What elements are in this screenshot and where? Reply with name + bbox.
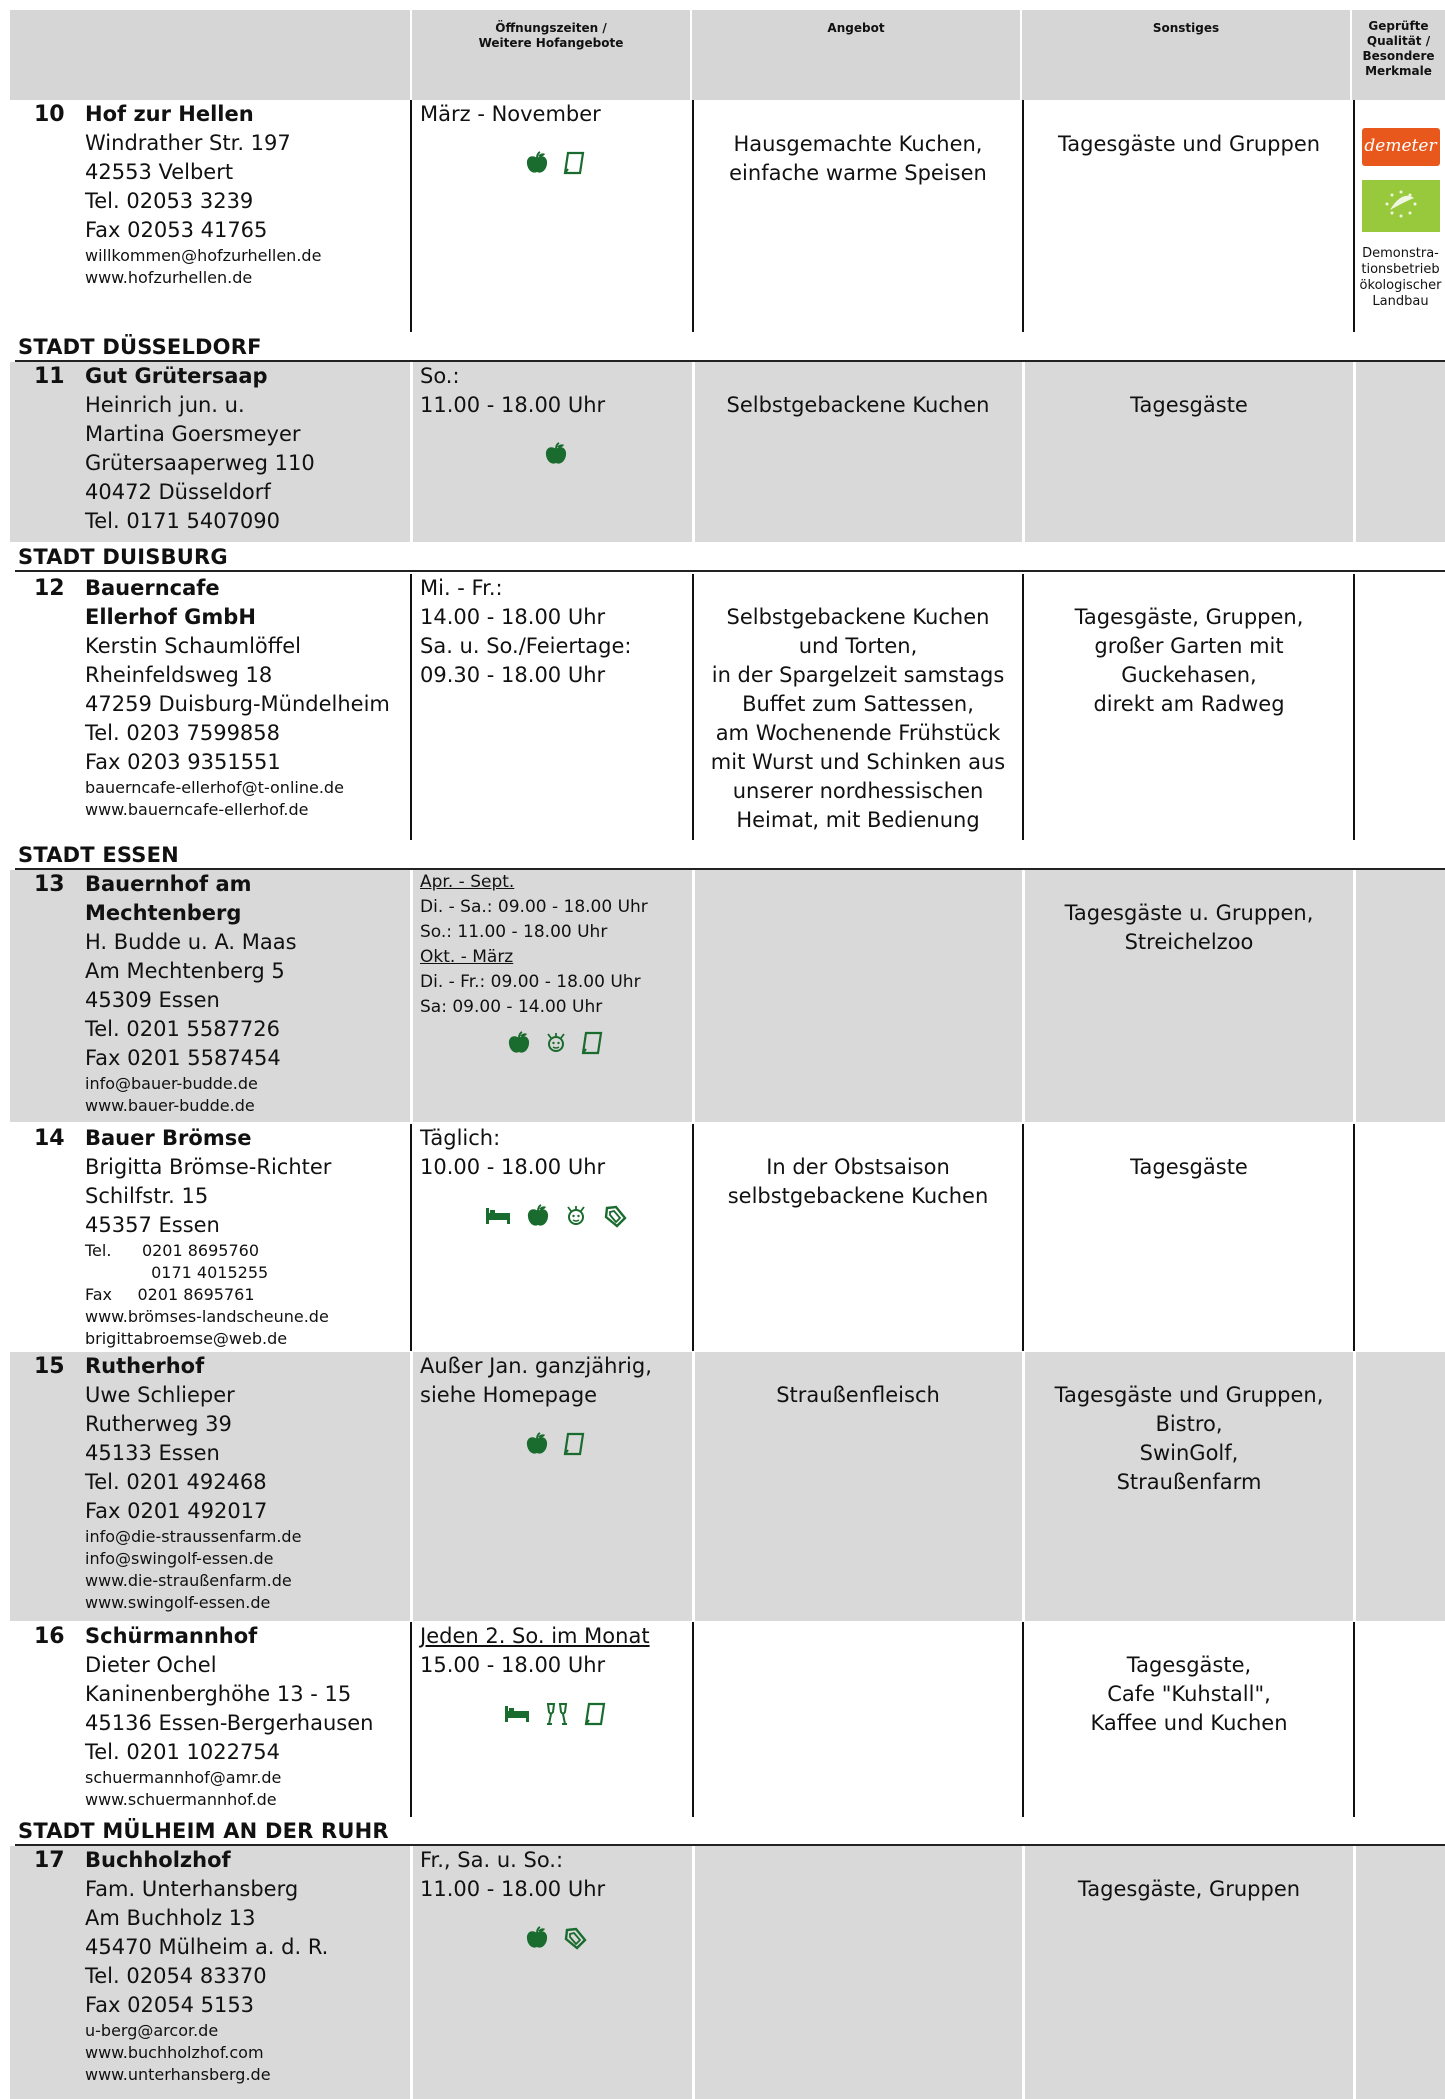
- apple-icon: [525, 1926, 549, 1950]
- entry-address: [85, 1352, 415, 1614]
- misc-line: Tagesgäste,: [1126, 1653, 1252, 1677]
- column-divider: [1022, 1622, 1024, 1817]
- fax-line: Fax 02054 5153: [85, 1993, 255, 2017]
- entry-address: [85, 574, 415, 821]
- entry-name: Bauernhof am: [85, 872, 252, 896]
- opening-line: 11.00 - 18.00 Uhr: [420, 1877, 606, 1901]
- email-link[interactable]: schuermannhof@amr.de: [85, 1768, 282, 1787]
- entry-address: [85, 1846, 415, 2086]
- entry-misc: [1025, 603, 1353, 719]
- table-row: [10, 1352, 1445, 1621]
- address-line: Martina Goersmeyer: [85, 422, 301, 446]
- child-icon: [544, 1031, 568, 1055]
- address-line: 45309 Essen: [85, 988, 220, 1012]
- offer-line: einfache warme Speisen: [729, 161, 987, 185]
- misc-line: Tagesgäste: [1130, 1155, 1248, 1179]
- offer-line: Heimat, mit Bedienung: [736, 808, 980, 832]
- address-line: Heinrich jun. u.: [85, 393, 245, 417]
- address-line: Brigitta Brömse-Richter: [85, 1155, 332, 1179]
- fax-line: Fax 02053 41765: [85, 218, 268, 242]
- address-line: Schilfstr. 15: [85, 1184, 209, 1208]
- header-cell-offer: Angebot: [690, 10, 1020, 100]
- column-divider: [410, 362, 413, 542]
- offer-icons: [420, 1922, 692, 1952]
- header-cell-address: [10, 10, 410, 100]
- book-icon: [563, 151, 587, 175]
- entry-opening-hours: [420, 1622, 692, 1728]
- entry-name: Gut Grütersaap: [85, 364, 268, 388]
- opening-line: Sa: 09.00 - 14.00 Uhr: [420, 997, 603, 1017]
- child-icon: [564, 1204, 588, 1228]
- book-icon: [581, 1031, 605, 1055]
- address-line: Grütersaaperweg 110: [85, 451, 315, 475]
- website-link[interactable]: www.brömses-landscheune.de: [85, 1307, 329, 1326]
- misc-line: Tagesgäste, Gruppen: [1077, 1877, 1301, 1901]
- misc-line: Guckehasen,: [1121, 663, 1257, 687]
- entry-name: Buchholzhof: [85, 1848, 231, 1872]
- fax-line: Fax 0201 5587454: [85, 1046, 281, 1070]
- season-label: Okt. - März: [420, 947, 514, 967]
- phone-line: Tel. 0201 5587726: [85, 1017, 281, 1041]
- misc-line: direkt am Radweg: [1093, 692, 1285, 716]
- column-divider: [1353, 362, 1356, 542]
- offer-icons: [420, 438, 692, 468]
- entry-number: 14: [34, 1126, 65, 1151]
- entry-name: Hof zur Hellen: [85, 102, 254, 126]
- offer-icons: [420, 1428, 692, 1458]
- section-heading: STADT DÜSSELDORF: [18, 335, 262, 359]
- entry-number: 16: [34, 1624, 65, 1649]
- phone-line: Tel. 02054 83370: [85, 1964, 267, 1988]
- table-row: [10, 1622, 1445, 1817]
- website-link[interactable]: www.die-straußenfarm.de: [85, 1571, 292, 1590]
- entry-number: 13: [34, 872, 65, 897]
- quality-text: [1356, 246, 1445, 310]
- section-rule: [15, 570, 1445, 572]
- entry-address: [85, 1622, 415, 1811]
- website-link[interactable]: www.schuermannhof.de: [85, 1790, 277, 1809]
- offer-icons: [420, 1200, 692, 1230]
- address-line: Rutherweg 39: [85, 1412, 232, 1436]
- entry-misc: [1025, 1651, 1353, 1738]
- tag-icon: [563, 1926, 587, 1950]
- column-divider: [692, 1622, 694, 1817]
- address-line: 40472 Düsseldorf: [85, 480, 271, 504]
- offer-line: mit Wurst und Schinken aus: [710, 750, 1006, 774]
- misc-line: Tagesgäste und Gruppen,: [1054, 1383, 1324, 1407]
- website-link[interactable]: www.swingolf-essen.de: [85, 1593, 271, 1612]
- website-link[interactable]: www.bauer-budde.de: [85, 1096, 255, 1115]
- entry-offer: [694, 1381, 1022, 1410]
- entry-address: [85, 1124, 415, 1350]
- offer-line: In der Obstsaison: [766, 1155, 950, 1179]
- phone-line: Tel. 0171 5407090: [85, 509, 281, 533]
- address-line: Fam. Unterhansberg: [85, 1877, 299, 1901]
- phone-line: 0171 4015255: [85, 1263, 269, 1282]
- header-cell-quality: [1350, 10, 1445, 100]
- misc-line: SwinGolf,: [1139, 1441, 1239, 1465]
- opening-line: So.:: [420, 364, 460, 388]
- quality-text-line: Landbau: [1372, 294, 1429, 309]
- book-icon: [584, 1702, 608, 1726]
- section-heading: STADT DUISBURG: [18, 545, 228, 569]
- opening-line: siehe Homepage: [420, 1383, 598, 1407]
- column-divider: [410, 1124, 412, 1351]
- entry-address: [85, 870, 415, 1117]
- misc-line: Tagesgäste: [1130, 393, 1248, 417]
- offer-icons: [420, 1028, 692, 1058]
- fax-line: Fax 0201 8695761: [85, 1285, 255, 1304]
- address-line: 47259 Duisburg-Mündelheim: [85, 692, 390, 716]
- bed-icon: [485, 1204, 511, 1228]
- phone-line: Tel. 0201 492468: [85, 1470, 267, 1494]
- phone-line: Tel. 0201 1022754: [85, 1740, 281, 1764]
- misc-line: Tagesgäste, Gruppen,: [1074, 605, 1304, 629]
- column-divider: [1022, 100, 1024, 332]
- column-divider: [410, 574, 412, 840]
- opening-line: Di. - Fr.: 09.00 - 18.00 Uhr: [420, 972, 641, 992]
- apple-icon: [544, 442, 568, 466]
- column-divider: [1353, 1846, 1356, 2099]
- website-link[interactable]: www.bauerncafe-ellerhof.de: [85, 800, 309, 819]
- entry-offer: [694, 130, 1022, 188]
- email-link[interactable]: u-berg@arcor.de: [85, 2021, 219, 2040]
- table-row: [10, 870, 1445, 1122]
- entry-name: Mechtenberg: [85, 901, 242, 925]
- entry-misc: [1025, 391, 1353, 420]
- offer-line: am Wochenende Frühstück: [715, 721, 1001, 745]
- glasses-icon: [545, 1702, 569, 1726]
- offer-line: Straußenfleisch: [776, 1383, 940, 1407]
- website-link[interactable]: www.unterhansberg.de: [85, 2065, 271, 2084]
- table-row: [10, 574, 1445, 840]
- misc-line: Cafe "Kuhstall",: [1107, 1682, 1271, 1706]
- address-line: H. Budde u. A. Maas: [85, 930, 297, 954]
- website-link[interactable]: www.hofzurhellen.de: [85, 268, 253, 287]
- email-link[interactable]: willkommen@hofzurhellen.de: [85, 246, 322, 265]
- opening-line: März - November: [420, 102, 601, 126]
- misc-line: Straußenfarm: [1116, 1470, 1262, 1494]
- address-line: 45470 Mülheim a. d. R.: [85, 1935, 329, 1959]
- header-quality-label-1: Geprüfte: [1368, 19, 1429, 33]
- section-heading: STADT ESSEN: [18, 843, 179, 867]
- entry-number: 10: [34, 102, 65, 127]
- misc-line: großer Garten mit: [1094, 634, 1284, 658]
- offer-line: Buffet zum Sattessen,: [742, 692, 974, 716]
- table-row: [10, 362, 1445, 542]
- misc-line: Tagesgäste u. Gruppen,: [1064, 901, 1314, 925]
- header-cell-misc: Sonstiges: [1020, 10, 1350, 100]
- column-divider: [410, 1622, 412, 1817]
- address-line: 45136 Essen-Bergerhausen: [85, 1711, 374, 1735]
- column-divider: [1353, 574, 1355, 840]
- entry-number: 17: [34, 1848, 65, 1873]
- entry-number: 15: [34, 1354, 65, 1379]
- misc-line: Bistro,: [1155, 1412, 1223, 1436]
- header-quality-label-4: Merkmale: [1365, 64, 1432, 78]
- website-link[interactable]: www.buchholzhof.com: [85, 2043, 264, 2062]
- address-line: 45357 Essen: [85, 1213, 220, 1237]
- header-quality-label-3: Besondere: [1362, 49, 1435, 63]
- entry-misc: [1025, 899, 1353, 957]
- header-quality-label-2: Qualität /: [1366, 34, 1431, 48]
- header-open-label-1: Öffnungszeiten /: [495, 21, 607, 35]
- entry-offer: [694, 1153, 1022, 1211]
- column-divider: [410, 1846, 413, 2099]
- entry-name: Ellerhof GmbH: [85, 605, 256, 629]
- header-cell-opening: [410, 10, 690, 100]
- eu-organic-logo: [1362, 180, 1440, 232]
- table-row: [10, 1846, 1445, 2099]
- email-link[interactable]: info@swingolf-essen.de: [85, 1549, 274, 1568]
- opening-line: Außer Jan. ganzjährig,: [420, 1354, 652, 1378]
- email-link[interactable]: brigittabroemse@web.de: [85, 1329, 288, 1348]
- season-label: Apr. - Sept.: [420, 872, 515, 892]
- apple-icon: [525, 151, 549, 175]
- column-divider: [1353, 1124, 1355, 1351]
- entry-number: 11: [34, 364, 65, 389]
- offer-line: Hausgemachte Kuchen,: [733, 132, 983, 156]
- entry-quality: [1356, 100, 1445, 310]
- opening-line: 09.30 - 18.00 Uhr: [420, 663, 606, 687]
- address-line: 42553 Velbert: [85, 160, 234, 184]
- column-divider: [692, 362, 695, 542]
- opening-line: So.: 11.00 - 18.00 Uhr: [420, 922, 608, 942]
- entry-misc: [1025, 1153, 1353, 1182]
- entry-misc: [1025, 1381, 1353, 1497]
- misc-line: Tagesgäste und Gruppen: [1057, 132, 1321, 156]
- address-line: Kaninenberghöhe 13 - 15: [85, 1682, 352, 1706]
- offer-line: Selbstgebackene Kuchen: [726, 393, 990, 417]
- table-row: [10, 1124, 1445, 1351]
- fax-line: Fax 0201 492017: [85, 1499, 268, 1523]
- opening-line: 10.00 - 18.00 Uhr: [420, 1155, 606, 1179]
- column-divider: [1022, 574, 1024, 840]
- opening-line: Fr., Sa. u. So.:: [420, 1848, 564, 1872]
- address-line: Am Mechtenberg 5: [85, 959, 285, 983]
- opening-line: 11.00 - 18.00 Uhr: [420, 393, 606, 417]
- opening-line: 14.00 - 18.00 Uhr: [420, 605, 606, 629]
- entry-name: Bauerncafe: [85, 576, 220, 600]
- email-link[interactable]: info@bauer-budde.de: [85, 1074, 258, 1093]
- offer-line: selbstgebackene Kuchen: [727, 1184, 989, 1208]
- offer-line: in der Spargelzeit samstags: [711, 663, 1005, 687]
- offer-line: und Torten,: [798, 634, 918, 658]
- section-heading: STADT MÜLHEIM AN DER RUHR: [18, 1819, 389, 1843]
- email-link[interactable]: bauerncafe-ellerhof@t-online.de: [85, 778, 344, 797]
- column-divider: [1353, 870, 1356, 1122]
- address-line: Dieter Ochel: [85, 1653, 217, 1677]
- quality-text-line: ökologischer: [1359, 278, 1442, 293]
- entry-misc: [1025, 1875, 1353, 1904]
- entry-opening-hours: [420, 1846, 692, 1952]
- address-line: Kerstin Schaumlöffel: [85, 634, 301, 658]
- column-divider: [410, 100, 412, 332]
- opening-line: 15.00 - 18.00 Uhr: [420, 1653, 606, 1677]
- entry-opening-hours: [420, 574, 692, 690]
- bed-icon: [504, 1702, 530, 1726]
- opening-line: Di. - Sa.: 09.00 - 18.00 Uhr: [420, 897, 648, 917]
- column-divider: [1022, 362, 1025, 542]
- apple-icon: [525, 1432, 549, 1456]
- tag-icon: [603, 1204, 627, 1228]
- demeter-logo: demeter: [1362, 128, 1440, 166]
- column-divider: [1353, 100, 1355, 332]
- season-label: Jeden 2. So. im Monat: [420, 1624, 650, 1648]
- phone-line: Tel. 02053 3239: [85, 189, 254, 213]
- offer-line: unserer nordhessischen: [732, 779, 984, 803]
- entry-number: 12: [34, 576, 65, 601]
- address-line: Rheinfeldsweg 18: [85, 663, 273, 687]
- opening-line: Mi. - Fr.:: [420, 576, 503, 600]
- entry-opening-hours: [420, 870, 692, 1058]
- quality-text-line: tionsbetrieb: [1361, 262, 1440, 277]
- column-divider: [1353, 1352, 1356, 1621]
- entry-address: [85, 100, 415, 289]
- entry-opening-hours: [420, 1124, 692, 1230]
- offer-icons: [420, 147, 692, 177]
- column-divider: [1353, 1622, 1355, 1817]
- apple-icon: [507, 1031, 531, 1055]
- apple-icon: [526, 1204, 550, 1228]
- column-divider: [1022, 1124, 1024, 1351]
- opening-line: Täglich:: [420, 1126, 501, 1150]
- phone-line: Tel. 0203 7599858: [85, 721, 281, 745]
- offer-icons: [420, 1698, 692, 1728]
- column-divider: [410, 1352, 413, 1621]
- misc-line: Kaffee und Kuchen: [1090, 1711, 1288, 1735]
- misc-line: Streichelzoo: [1124, 930, 1254, 954]
- address-line: Uwe Schlieper: [85, 1383, 235, 1407]
- entry-misc: [1025, 130, 1353, 159]
- phone-line: Tel. 0201 8695760: [85, 1241, 260, 1260]
- address-line: Am Buchholz 13: [85, 1906, 256, 1930]
- address-line: 45133 Essen: [85, 1441, 220, 1465]
- book-icon: [563, 1432, 587, 1456]
- address-line: Windrather Str. 197: [85, 131, 291, 155]
- entry-offer: [694, 603, 1022, 835]
- quality-text-line: Demonstra-: [1362, 246, 1439, 261]
- opening-line: Sa. u. So./Feiertage:: [420, 634, 632, 658]
- table-row: [10, 100, 1445, 332]
- header-open-label-2: Weitere Hofangebote: [478, 36, 624, 50]
- entry-name: Bauer Brömse: [85, 1126, 252, 1150]
- entry-opening-hours: [420, 100, 692, 177]
- entry-name: Rutherhof: [85, 1354, 205, 1378]
- fax-line: Fax 0203 9351551: [85, 750, 281, 774]
- entry-offer: [694, 391, 1022, 420]
- entry-address: [85, 362, 415, 536]
- entry-opening-hours: [420, 362, 692, 468]
- email-link[interactable]: info@die-straussenfarm.de: [85, 1527, 302, 1546]
- table-header: [10, 10, 1445, 100]
- offer-line: Selbstgebackene Kuchen: [726, 605, 990, 629]
- entry-opening-hours: [420, 1352, 692, 1458]
- column-divider: [692, 870, 695, 1122]
- column-divider: [410, 870, 413, 1122]
- entry-name: Schürmannhof: [85, 1624, 258, 1648]
- column-divider: [692, 1846, 695, 2099]
